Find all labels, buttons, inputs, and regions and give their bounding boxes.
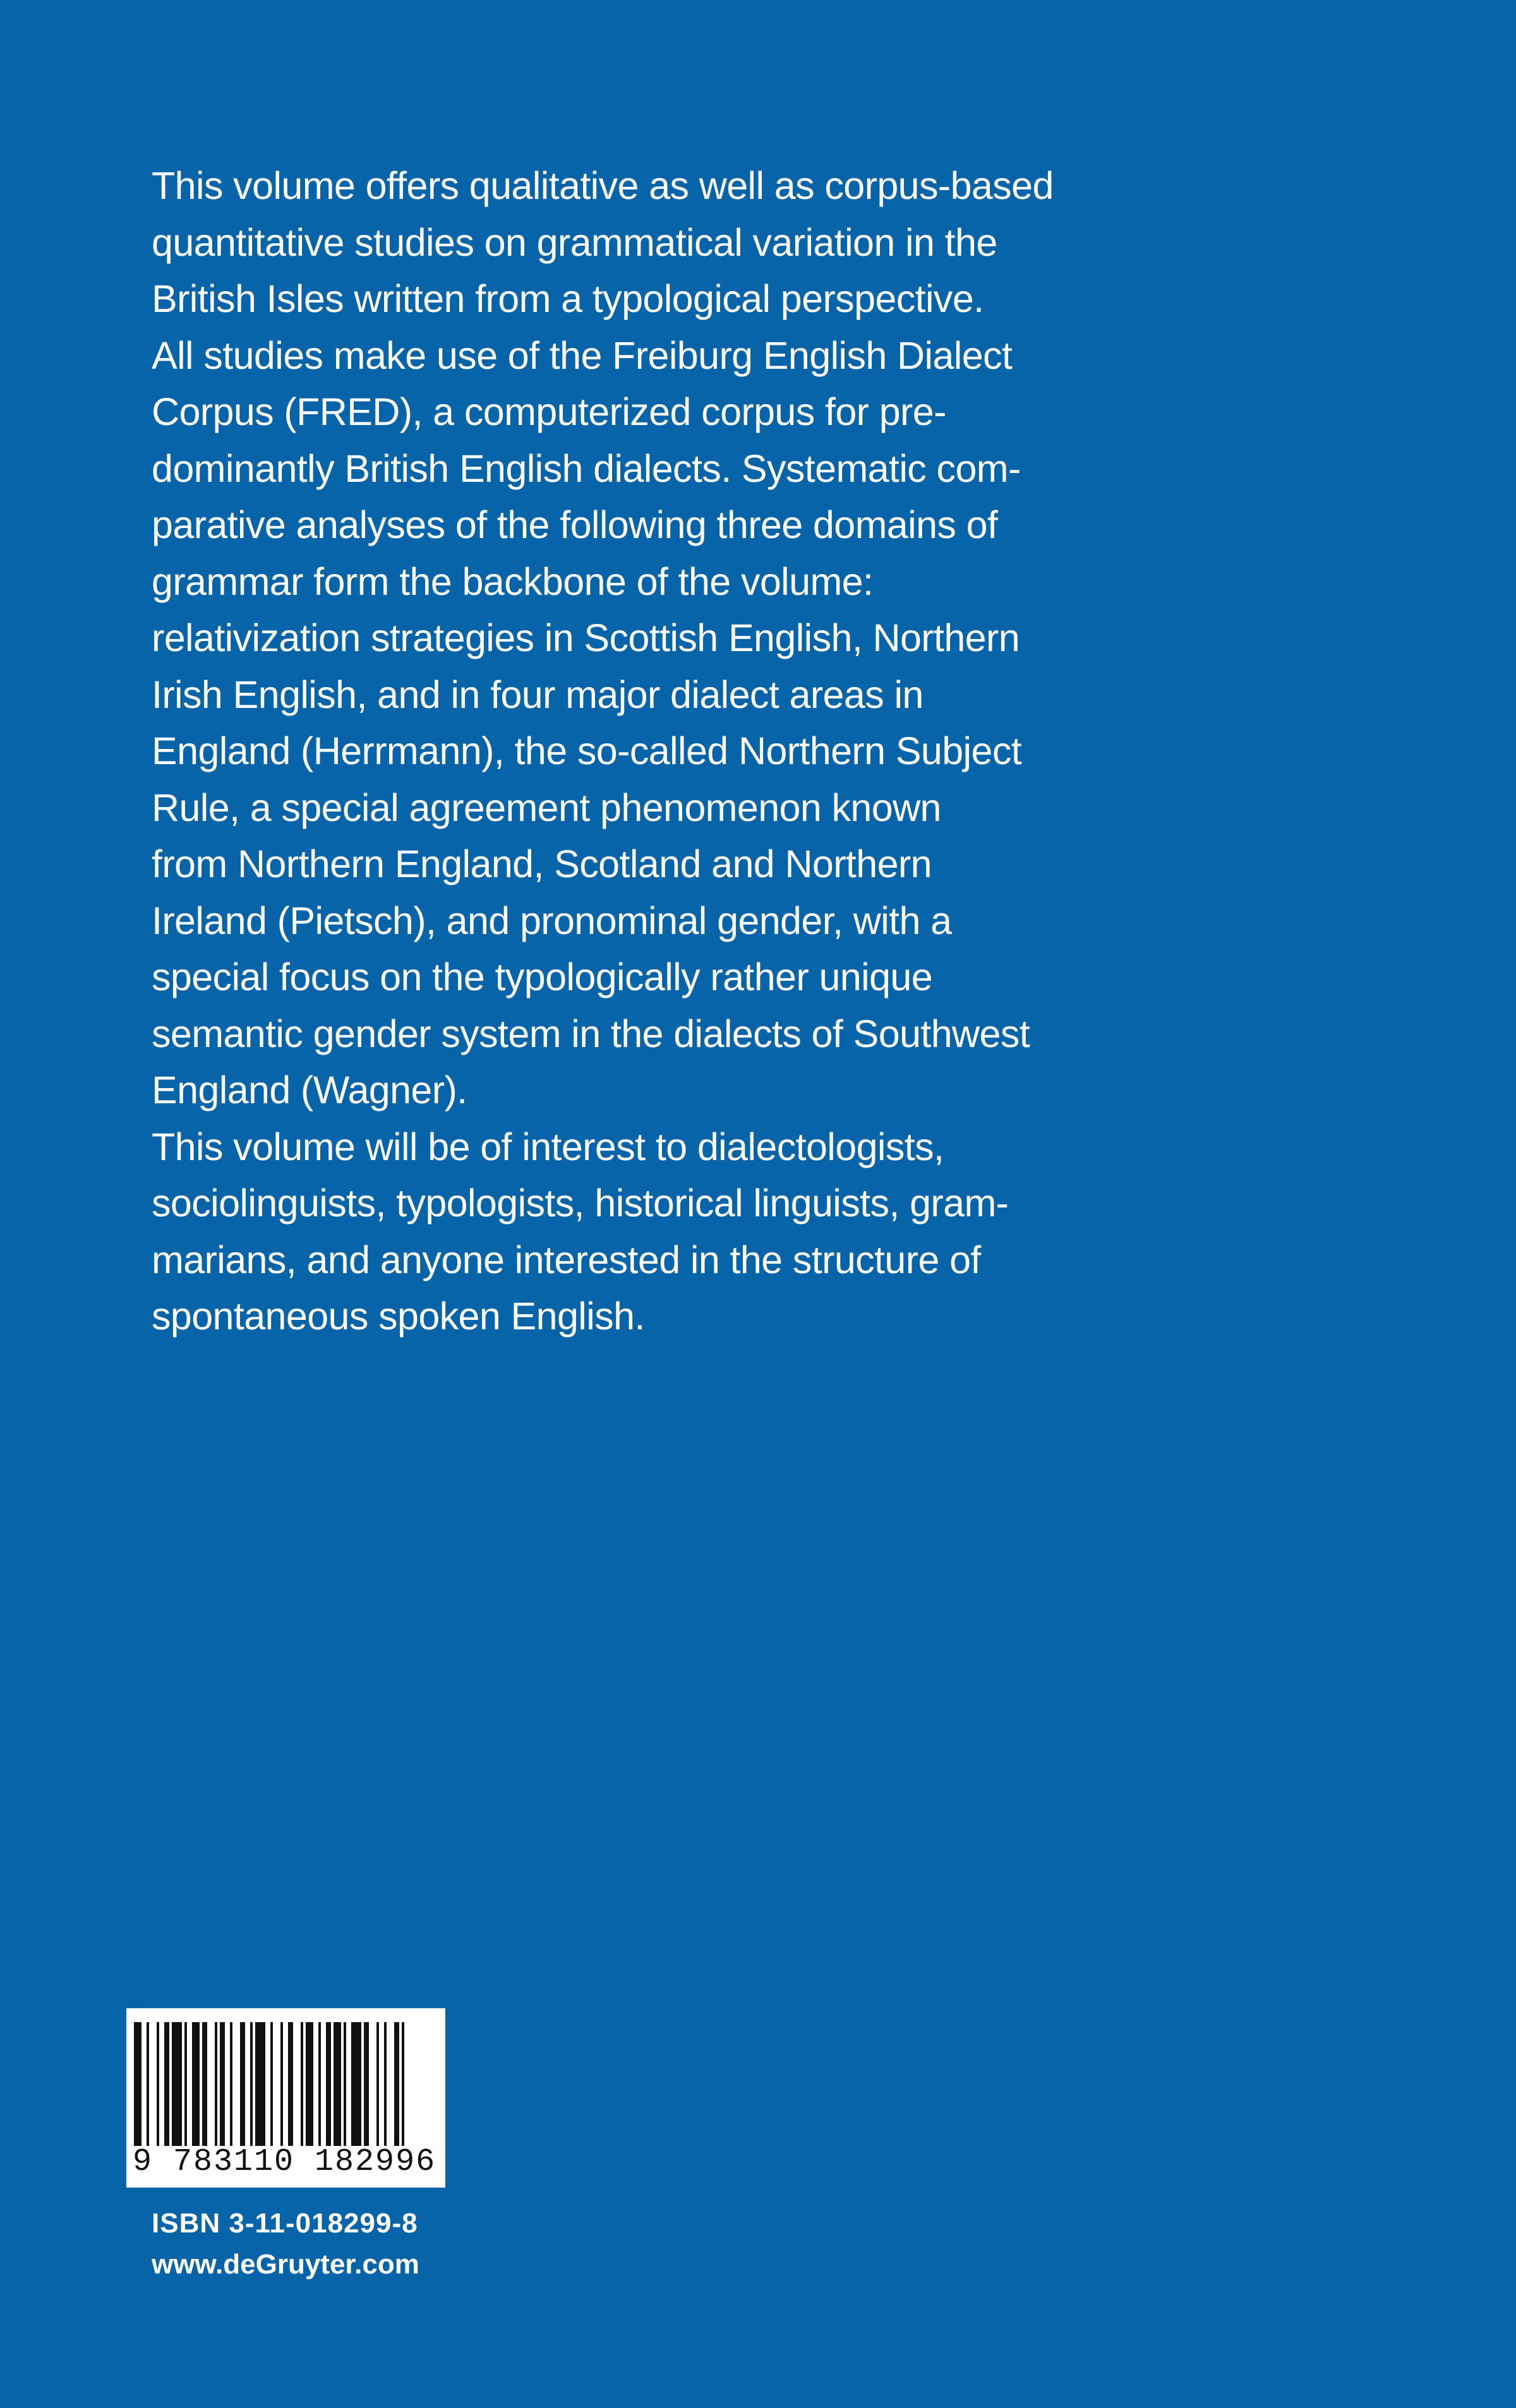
blurb-line: England (Herrmann), the so-called Northern Subject	[152, 729, 1022, 772]
barcode-bar	[250, 2022, 253, 2146]
barcode-bar	[240, 2022, 245, 2146]
barcode-bar	[384, 2022, 387, 2146]
barcode-bar	[301, 2022, 303, 2146]
isbn-number: ISBN 3-11-018299-8	[152, 2208, 418, 2239]
blurb-line: Rule, a special agreement phenomenon known	[152, 786, 941, 829]
blurb-line: semantic gender system in the dialects of Southwest	[152, 1012, 1030, 1055]
barcode-bar	[306, 2022, 313, 2146]
barcode-bar	[220, 2022, 225, 2146]
blurb-line: This volume offers qualitative as well as corpus-based	[152, 164, 1054, 207]
blurb-line: Ireland (Pietsch), and pronominal gender, with a	[152, 899, 952, 942]
blurb-line: from Northern England, Scotland and Northern	[152, 842, 932, 885]
barcode-bar	[364, 2022, 369, 2146]
blurb-line: relativization strategies in Scottish English, Northern	[152, 616, 1020, 659]
publisher-website: www.deGruyter.com	[152, 2249, 419, 2280]
barcode-bar	[402, 2022, 404, 2146]
barcode-bar	[157, 2022, 159, 2146]
barcode-bar	[280, 2022, 283, 2146]
barcode-bars-icon	[134, 2022, 438, 2146]
blurb-line: England (Wagner).	[152, 1069, 467, 1111]
blurb-line: This volume will be of interest to dialectologists,	[152, 1125, 944, 1168]
blurb-line: parative analyses of the following three domains of	[152, 503, 998, 546]
barcode	[126, 2008, 445, 2188]
barcode-bar	[326, 2022, 331, 2146]
barcode-bar	[288, 2022, 293, 2146]
blurb-line: Corpus (FRED), a computerized corpus for pre-	[152, 390, 946, 433]
barcode-bar	[255, 2022, 265, 2146]
blurb-line: quantitative studies on grammatical variation in the	[152, 220, 997, 264]
blurb-line: marians, and anyone interested in the structure of	[152, 1238, 981, 1281]
barcode-bar	[202, 2022, 207, 2146]
barcode-bar	[164, 2022, 169, 2146]
barcode-bar	[215, 2022, 217, 2146]
barcode-bar	[334, 2022, 341, 2146]
blurb-line: special focus on the typologically rather unique	[152, 955, 933, 998]
barcode-bar	[192, 2022, 200, 2146]
barcode-bar	[172, 2022, 182, 2146]
barcode-bar	[147, 2022, 149, 2146]
barcode-bar	[351, 2022, 361, 2146]
barcode-bar	[318, 2022, 321, 2146]
barcode-bar	[270, 2022, 273, 2146]
blurb-line: British Isles written from a typological perspective.	[152, 277, 984, 320]
blurb-line: spontaneous spoken English.	[152, 1295, 645, 1338]
barcode-bar	[344, 2022, 346, 2146]
blurb-line: Irish English, and in four major dialect areas in	[152, 673, 923, 716]
barcode-bar	[134, 2022, 141, 2146]
blurb-line: grammar form the backbone of the volume:	[152, 560, 874, 603]
barcode-bar	[394, 2022, 399, 2146]
barcode-bar	[230, 2022, 232, 2146]
blurb-line: sociolinguists, typologists, historical linguists, gram-	[152, 1182, 1009, 1225]
blurb-text	[152, 158, 1054, 1345]
barcode-bar	[184, 2022, 187, 2146]
barcode-bar	[376, 2022, 379, 2146]
blurb-line: dominantly British English dialects. Systematic com-	[152, 446, 1021, 490]
blurb-line: All studies make use of the Freiburg English Dialect	[152, 333, 1013, 377]
barcode-digits: 9 783110 182996	[133, 2144, 436, 2180]
